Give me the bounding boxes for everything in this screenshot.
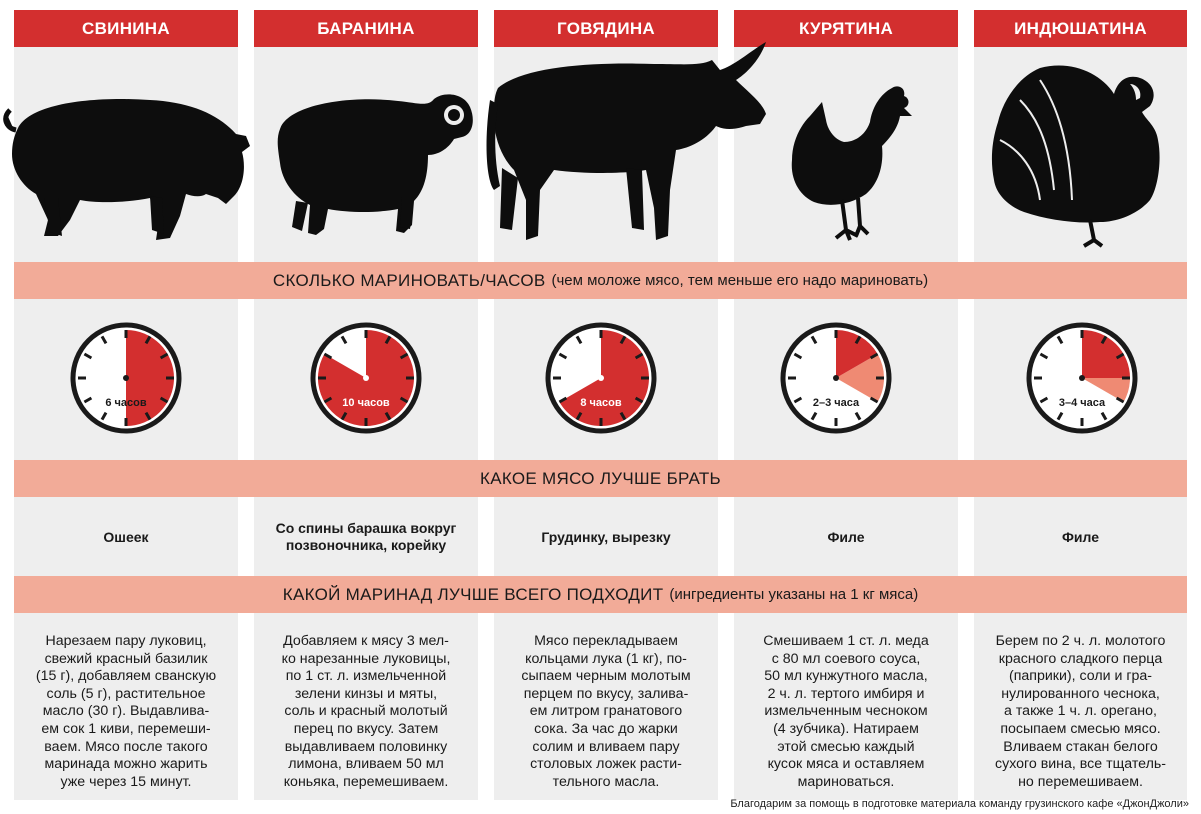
header-turkey: ИНДЮШАТИНА [974,10,1187,47]
recipe-line: но перемешиваем. [1018,773,1143,790]
recipe-line: маринада можно жарить [44,756,208,773]
recipe-line: кусок мяса и оставляем [767,756,925,773]
recipe-line: (15 г), добавляем сванскую [35,668,217,685]
recipe-line: посыпаем смесью мясо. [1000,720,1161,737]
meat-cut-chicken: Филе [827,528,865,545]
recipe-line: солим и вливаем пару [532,738,680,755]
recipe-chicken [734,633,958,791]
recipe-line: столовых ложек расти- [530,756,682,773]
recipe-line: сухого вина, все тщатель- [995,756,1166,773]
clock-beef [545,322,657,434]
header-lamb: БАРАНИНА [254,10,478,47]
recipe-line: перцем по вкусу, залива- [523,685,689,702]
recipe-line: лимона, вливаем 50 мл [288,756,444,773]
section-title: КАКОЙ МАРИНАД ЛУЧШЕ ВСЕГО ПОДХОДИТ [282,584,664,604]
recipe-pork [14,633,238,791]
recipe-line: Вливаем стакан белого [1003,738,1158,755]
recipe-line: (4 зубчика). Натираем [773,720,919,737]
recipe-lamb [254,633,478,791]
recipe-line: (паприки), соли и гра- [1008,668,1153,685]
clock-label: 2–3 часа [812,397,860,409]
recipe-line: уже через 15 минут. [60,773,192,790]
recipe-line: измельченным чесноком [764,703,928,720]
section-note: (чем моложе мясо, тем меньше его надо мариновать) [551,272,929,289]
recipe-line: кольцами лука (1 кг), по- [525,650,687,667]
recipe-line: ко нарезанные луковицы, [281,650,451,667]
clock-chicken [780,322,892,434]
section-best-meat [14,460,1187,497]
header-beef: ГОВЯДИНА [494,10,718,47]
clock-label: 3–4 часа [1058,397,1106,409]
recipe-line: масло (30 г). Выдавлива- [42,703,210,720]
bull-icon [484,40,774,250]
recipe-line: по 1 ст. л. измельченной [285,668,447,685]
meat-cut-pork: Ошеек [103,528,149,545]
meat-cut-lamb: Со спины барашка вокруг позвоночника, корейку [275,520,457,553]
recipe-line: 2 ч. л. тертого имбиря и [767,685,925,702]
section-title: КАКОЕ МЯСО ЛУЧШЕ БРАТЬ [480,468,721,488]
recipe-line: красного сладкого перца [998,650,1163,667]
clock-label: 10 часов [342,397,390,409]
recipe-line: Нарезаем пару луковиц, [45,633,207,649]
recipe-line: ем сок 1 киви, перемеши- [41,720,211,737]
chicken-icon [786,80,916,250]
recipe-line: Берем по 2 ч. л. молотого [995,633,1166,649]
clock-pork [70,322,182,434]
recipe-line: сока. За час до жарки [534,720,678,737]
recipe-line: а также 1 ч. л. орегано, [1004,703,1157,720]
recipe-line: 50 мл кунжутного масла, [764,668,928,685]
recipe-line: ваем. Мясо после такого [44,738,208,755]
recipe-beef [494,633,718,791]
credit-line: Благодарим за помощь в подготовке материала команду грузинского кафе «ДжонДжоли» [730,798,1189,810]
header-pork: СВИНИНА [14,10,238,47]
recipe-line: ем литром гранатового [529,703,683,720]
turkey-icon [980,60,1180,250]
section-note: (ингредиенты указаны на 1 кг мяса) [669,586,919,603]
recipe-line: Добавляем к мясу 3 мел- [283,633,449,649]
clock-label: 8 часов [580,397,622,409]
recipe-line: сыпаем черным молотым [521,668,691,685]
meat-cut-beef: Грудинку, вырезку [541,528,671,545]
recipe-line: тельного масла. [552,773,660,790]
recipe-line: Мясо перекладываем [534,633,678,649]
clock-label: 6 часов [105,397,147,409]
recipe-line: Смешиваем 1 ст. л. меда [763,633,929,649]
header-chicken: КУРЯТИНА [734,10,958,47]
recipe-line: нулированного чеснока, [1001,685,1160,702]
recipe-line: мариноваться. [797,773,895,790]
recipe-line: соль и красный молотый [284,703,448,720]
recipe-line: перец по вкусу. Затем [293,720,439,737]
clock-turkey [1026,322,1138,434]
recipe-line: этой смесью каждый [777,738,915,755]
clock-lamb [310,322,422,434]
sheep-icon [258,85,478,245]
section-title: СКОЛЬКО МАРИНОВАТЬ/ЧАСОВ [272,270,546,290]
recipe-line: выдавливаем половинку [284,738,448,755]
section-marinade [14,576,1187,613]
recipe-line: соль (5 г), растительное [46,685,206,702]
recipe-turkey [974,633,1187,791]
pig-icon [0,70,256,250]
meat-cut-turkey: Филе [1061,528,1100,545]
recipe-line: свежий красный базилик [44,650,208,667]
recipe-line: с 80 мл соевого соуса, [771,650,921,667]
section-marinate-time [14,262,1187,299]
recipe-line: коньяка, перемешиваем. [283,773,449,790]
recipe-line: зелени кинзы и мяты, [294,685,438,702]
